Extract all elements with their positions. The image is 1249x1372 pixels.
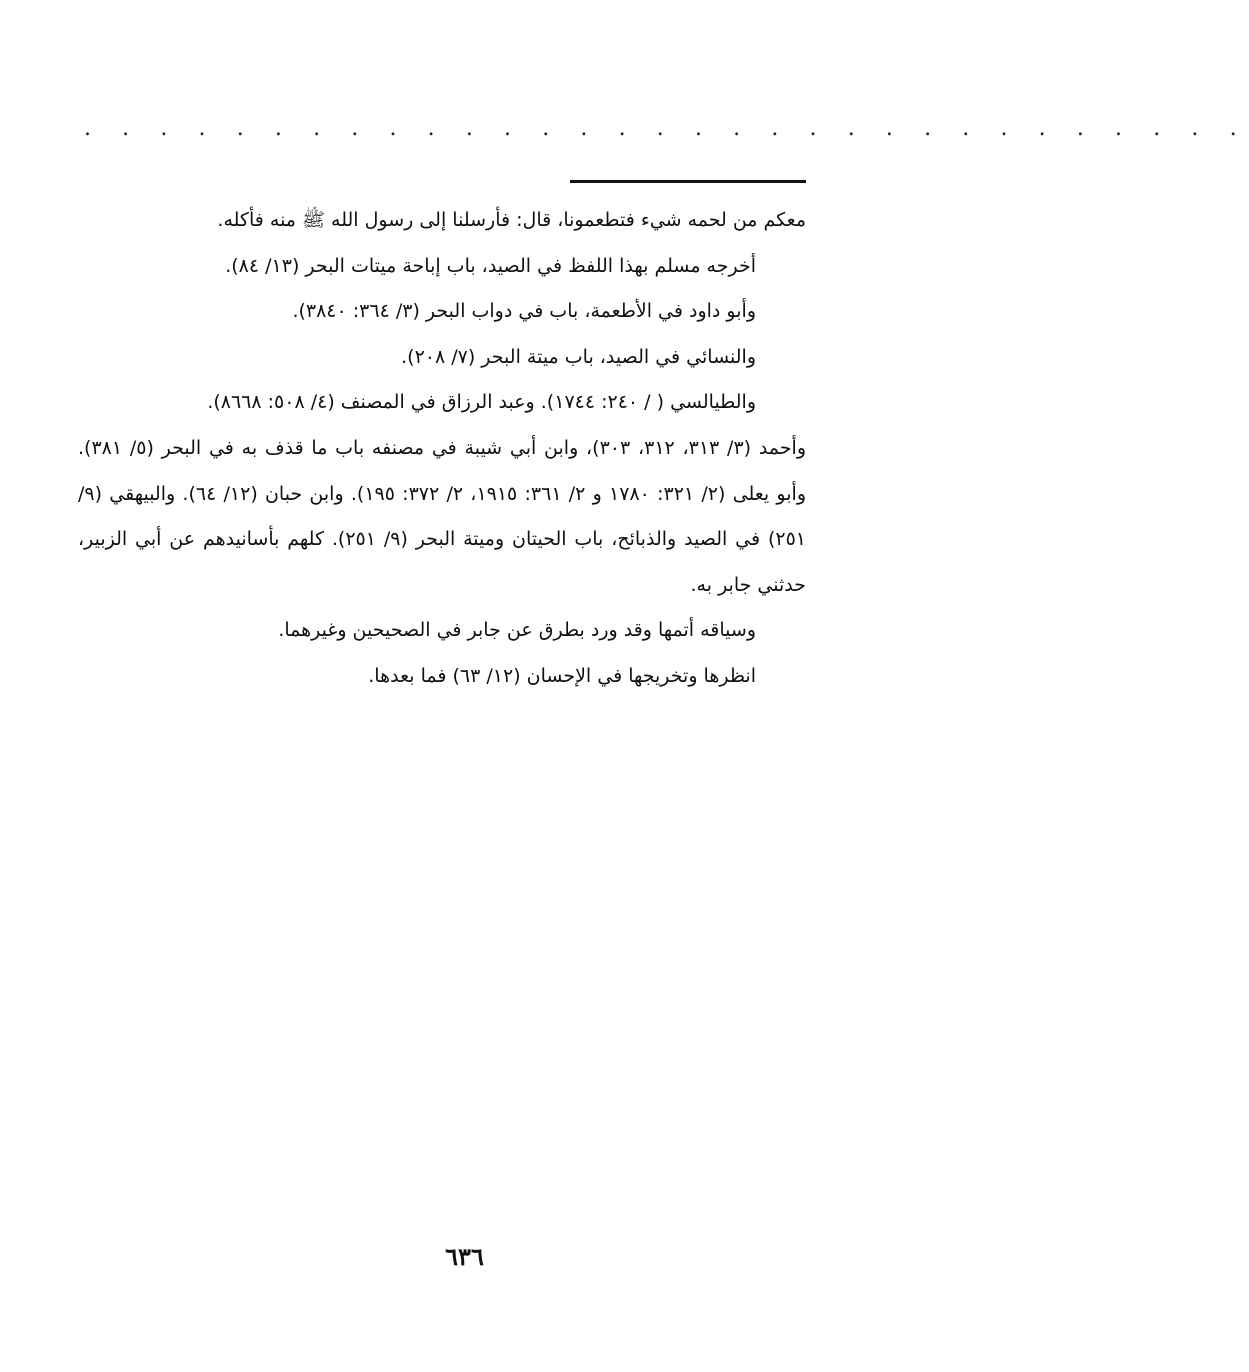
footnote-rule	[570, 180, 806, 183]
footnote-continuation: معكم من لحمه شيء فتطعمونا، قال: فأرسلنا إلى رسول الله ﷺ منه فأكله.	[217, 209, 806, 231]
footnote-line: انظرها وتخريجها في الإحسان (١٢/ ٦٣) فما بعدها.	[368, 664, 756, 687]
page-number: ٦٣٦	[445, 1242, 484, 1271]
footnotes-block	[78, 198, 806, 700]
footnote-paragraph: وأحمد (٣/ ٣١٣، ٣١٢، ٣٠٣)، وابن أبي شيبة في مصنفه باب ما قذف به في البحر (٥/ ٣٨١). وأبو يعلى (٢/ ٣٢١: ١٧٨٠ و ٢/ ٣٦١: ١٩١٥، ٢/ ٣٧٢: ١٩٥). وابن حبان (١٢/ ٦٤). والبيهقي (٩/ ٢٥١) في الصيد والذبائح، باب الحيتان وميتة البحر (٩/ ٢٥١). كلهم بأسانيدهم عن أبي الزبير، حدثني جابر به.	[78, 436, 806, 596]
footnote-line: أخرجه مسلم بهذا اللفظ في الصيد، باب إباحة ميتات البحر (١٣/ ٨٤).	[225, 254, 756, 277]
footnote-line: والطيالسي ( / ٢٤٠: ١٧٤٤). وعبد الرزاق في المصنف (٤/ ٥٠٨: ٨٦٦٨).	[207, 391, 756, 414]
footnote-line: وأبو داود في الأطعمة، باب في دواب البحر (٣/ ٣٦٤: ٣٨٤٠).	[292, 300, 756, 323]
footnote-line: وسياقه أتمها وقد ورد بطرق عن جابر في الصحيحين وغيرهما.	[278, 619, 756, 642]
footnote-line: والنسائي في الصيد، باب ميتة البحر (٧/ ٢٠٨).	[401, 345, 756, 368]
separator-dots: . . . . . . . . . . . . . . . . . . . . . . . . . . . . . . .	[84, 116, 1249, 141]
